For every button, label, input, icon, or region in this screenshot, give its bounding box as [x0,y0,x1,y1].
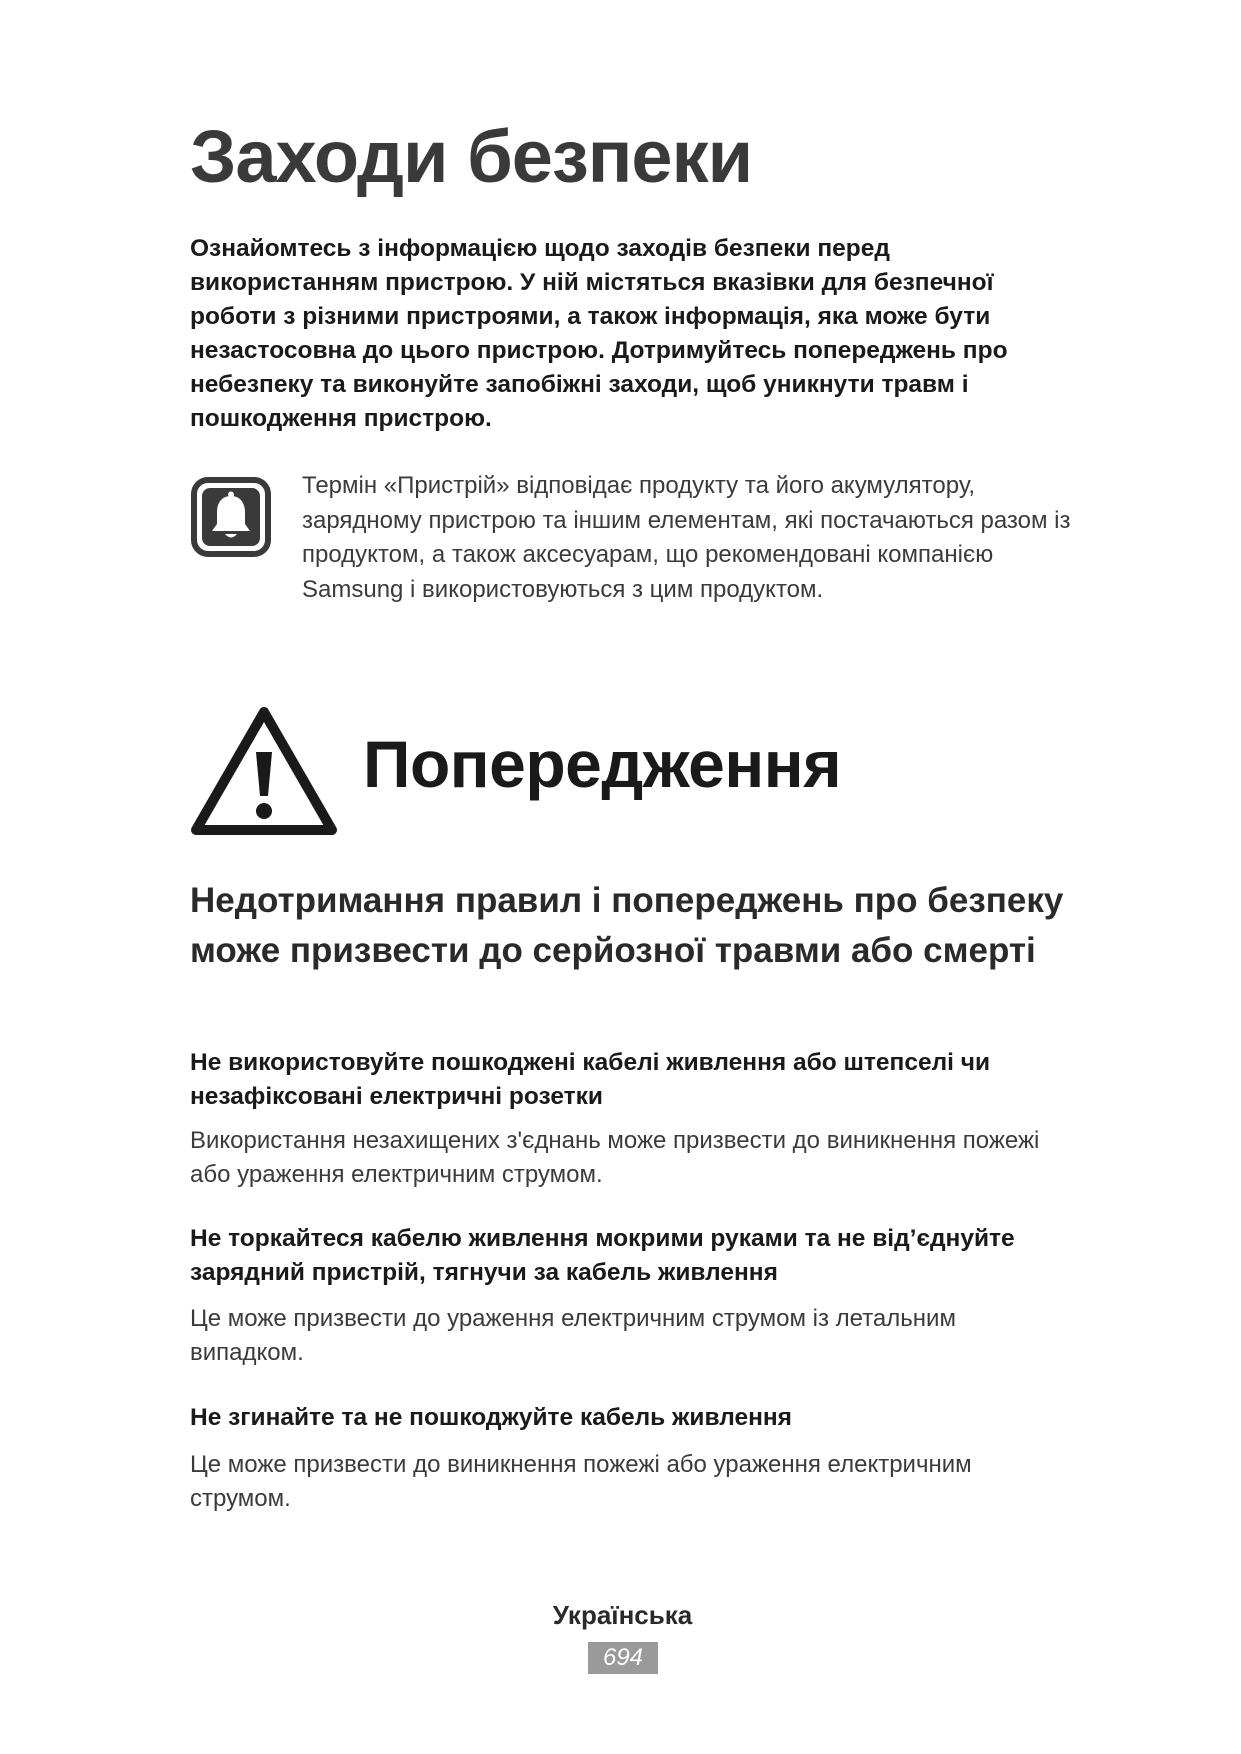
footer-language: Українська [552,1600,693,1630]
item-title: Не торкайтеся кабелю живлення мокрими руками та не від’єднуйте зарядний пристрій, тягнучи за кабель живлення [190,1225,1015,1286]
item-body: Це може призвести до ураження електричним струмом із летальним випадком. [190,1305,956,1366]
warning-heading: Попередження [363,727,842,801]
intro-paragraph: Ознайомтесь з інформацією щодо заходів безпеки перед використанням пристрою. У ній містяться вказівки для безпечної роботи з різними пристроями, а також інформація, яка може бути незастосовна до цього пристрою. Дотримуйтесь попереджень про небезпеку та виконуйте запобіжні заходи, щоб уникнути травм і пошкодження пристрою. [190,235,1008,432]
note-text: Термін «Пристрій» відповідає продукту та його акумулятору, зарядному пристрою та іншим елементам, які постачаються разом із продуктом, а також аксесуарам, що рекомендовані компанією Samsung і використовуються з цим продуктом. [302,472,1071,603]
page-number: 694 [588,1642,658,1674]
page-title: Заходи безпеки [190,115,753,198]
warning-subheading: Недотримання правил і попереджень про безпеку може призвести до серйозної травми або смерті [190,881,1064,970]
item-body: Це може призвести до виникнення пожежі або ураження електричним струмом. [190,1451,972,1512]
bell-notice-icon [190,476,272,558]
item-title: Не згинайте та не пошкоджуйте кабель живлення [190,1404,792,1431]
warning-triangle-icon [190,704,338,838]
item-title: Не використовуйте пошкоджені кабелі живлення або штепселі чи незафіксовані електричні розетки [190,1049,991,1110]
item-body: Використання незахищених з'єднань може призвести до виникнення пожежі або ураження електричним струмом. [190,1127,1040,1188]
